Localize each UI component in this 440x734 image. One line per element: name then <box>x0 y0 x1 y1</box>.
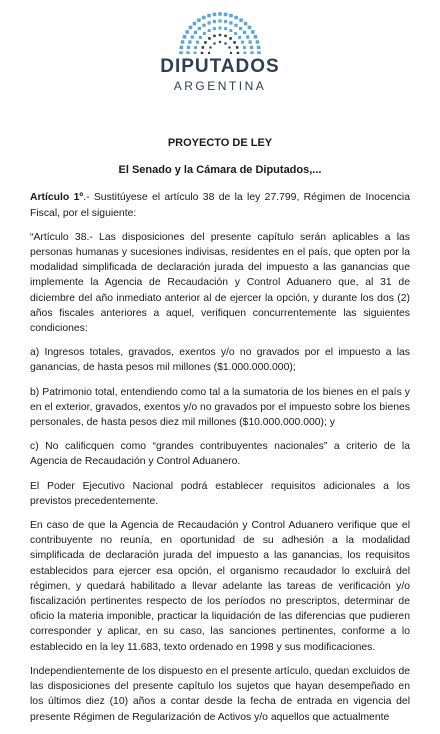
congress-dome-icon <box>170 12 270 54</box>
dome-dot <box>257 46 261 50</box>
dome-dot <box>186 51 189 54</box>
dome-dot <box>207 14 211 18</box>
dome-dot <box>204 41 207 44</box>
dome-dot <box>180 46 184 50</box>
dome-dot <box>241 41 244 44</box>
dome-dot <box>194 46 197 49</box>
dome-dot <box>213 13 217 17</box>
dome-dot <box>243 31 246 34</box>
dome-dot <box>224 42 226 44</box>
dome-dot <box>199 36 202 39</box>
dome-dot <box>224 27 227 30</box>
dome-dot <box>234 16 238 20</box>
dome-dot <box>194 31 197 34</box>
dome-dot <box>234 32 237 35</box>
dome-dot <box>229 14 233 18</box>
document-heading: PROYECTO DE LEY <box>167 137 273 149</box>
dome-dot <box>236 46 239 49</box>
dome-dot <box>218 12 222 16</box>
dome-dot <box>237 52 240 54</box>
dome-dot <box>219 27 222 30</box>
dome-dot <box>218 19 221 22</box>
article-1 <box>30 190 410 220</box>
dome-dot <box>213 35 216 38</box>
dome-dot <box>193 22 197 26</box>
dome-dot <box>213 27 216 30</box>
paragraph-exclusion: En caso de que la Agencia de Recaudación y Control Aduanero verifique que el contribuyente no reunía, en oportunidad de su adhesión a la modalidad simplificada de declaración jurada del impuesto a las ganancias, los requisitos establecidos para ejercer esa opción, el organismo recaudador lo excluirá del régimen, y quedará habilitado a llevar adelante las tareas de verificación y/o fiscalización pertinentes respecto de los períodos no prescriptos, determinar de oficio la materia imponible, practicar la liquidación de las diferencias que pudieren corresponder y aplicar, en su caso, las sanciones pertinentes, conforme a lo establecido en la ley 11.683, texto ordenado en 1998 y sus modificaciones. <box>30 520 410 653</box>
dome-dot <box>202 24 205 27</box>
dome-dot <box>219 41 221 43</box>
logo-name: DIPUTADOS <box>160 56 280 77</box>
diputados-logo <box>0 12 440 94</box>
article-1-text: .- Sustitúyese el artículo 38 de la ley 27.799, Régimen de Inocencia Fiscal, por el siguiente: <box>30 192 410 219</box>
dome-dot <box>213 42 215 44</box>
dome-dot <box>230 52 232 54</box>
dome-dot <box>229 29 232 32</box>
dome-dot <box>239 27 242 30</box>
dome-dot <box>203 32 206 35</box>
dome-dot <box>207 21 210 24</box>
dome-dot <box>213 20 216 23</box>
dome-dot <box>224 20 227 23</box>
dome-dot <box>201 52 204 54</box>
dome-dot <box>248 26 252 30</box>
document-subheading: El Senado y la Cámara de Diputados,... <box>118 164 322 177</box>
dome-dot <box>234 24 237 27</box>
dome-dot <box>202 16 206 20</box>
dome-dot <box>181 40 185 44</box>
document-body <box>30 132 410 734</box>
dome-dot <box>196 41 199 44</box>
dome-dot <box>228 46 230 48</box>
paragraph-article-38: “Artículo 38.- Las disposiciones del presente capítulo serán aplicables a las personas humanas y sucesiones indivisas, residentes en el país, que opten por la modalidad simplificada de declaración jurada del impuesto a las ganancias que implemente la Agencia de Recaudación y Control Aduanero que, al 31 de diciembre del año inmediato anterior al de ejercer la opción, y durante los dos (2) años fiscales anteriores a aquel, verifiquen concurrentemente las siguientes condiciones: <box>30 231 410 335</box>
dome-dot <box>229 37 232 40</box>
dome-dot <box>208 37 211 40</box>
paragraph-independientemente: Independientemente de los dispuesto en el presente artículo, quedan excluidos de las disposiciones del presente capítulo los sujetos que hayan desempeñado en los últimos diez (10) años a contar desde la fecha de entrada en vigencia del presente Régimen de Regularización de Activos y/o aquellos que actualmente <box>30 665 410 723</box>
dome-dot <box>251 30 255 34</box>
dome-dot <box>197 18 201 22</box>
dome-dot <box>256 40 260 44</box>
dome-dot <box>191 35 194 38</box>
dome-dot <box>243 46 246 49</box>
dome-dot <box>208 52 210 54</box>
dome-dot <box>202 46 205 49</box>
article-1-label: Artículo 1º <box>30 192 84 204</box>
dome-dot <box>254 35 258 39</box>
dome-dot <box>208 29 211 32</box>
paragraph-ejecutivo: El Poder Ejecutivo Nacional podrá establecer requisitos adicionales a los previstos precedentemente. <box>30 480 410 507</box>
paragraph-condition-b: b) Patrimonio total, entendiendo como tal a la sumatoria de los bienes en el país y en el exterior, gravados, exentos y/o no gravados por el impuesto sobre los bienes personales, de hasta pesos diez mil millones ($10.000.000.000); y <box>30 386 410 429</box>
dome-dot <box>239 18 243 22</box>
dome-dot <box>233 41 236 44</box>
dome-dot <box>224 35 227 38</box>
logo-subtitle: ARGENTINA <box>173 79 267 93</box>
dome-dot <box>187 46 190 49</box>
dome-dot <box>250 46 253 49</box>
paragraph-condition-a: a) Ingresos totales, gravados, exentos y/o no gravados por el impuesto a las ganancias, de hasta pesos mil millones ($1.000.000.000); <box>30 347 410 374</box>
dome-dot <box>188 40 191 43</box>
dome-dot <box>244 22 248 26</box>
dome-dot <box>246 35 249 38</box>
dome-dot <box>183 35 187 39</box>
dome-dot <box>219 34 222 37</box>
dome-dot <box>229 21 232 24</box>
dome-dot <box>189 26 193 30</box>
dome-dot <box>238 36 241 39</box>
dome-dot <box>248 40 251 43</box>
dome-dot <box>250 51 253 54</box>
dome-dot <box>194 52 197 55</box>
paragraph-condition-c: c) No calificquen como “grandes contribuyentes nacionales” a criterio de la Agencia de Recaudación y Control Aduanero. <box>30 441 410 468</box>
dome-dot <box>198 27 201 30</box>
dome-dot <box>209 46 211 48</box>
dome-dot <box>224 13 228 17</box>
dome-dot <box>179 51 183 54</box>
dome-dot <box>185 30 189 34</box>
dome-dot <box>257 51 261 54</box>
dome-dot <box>244 52 247 55</box>
